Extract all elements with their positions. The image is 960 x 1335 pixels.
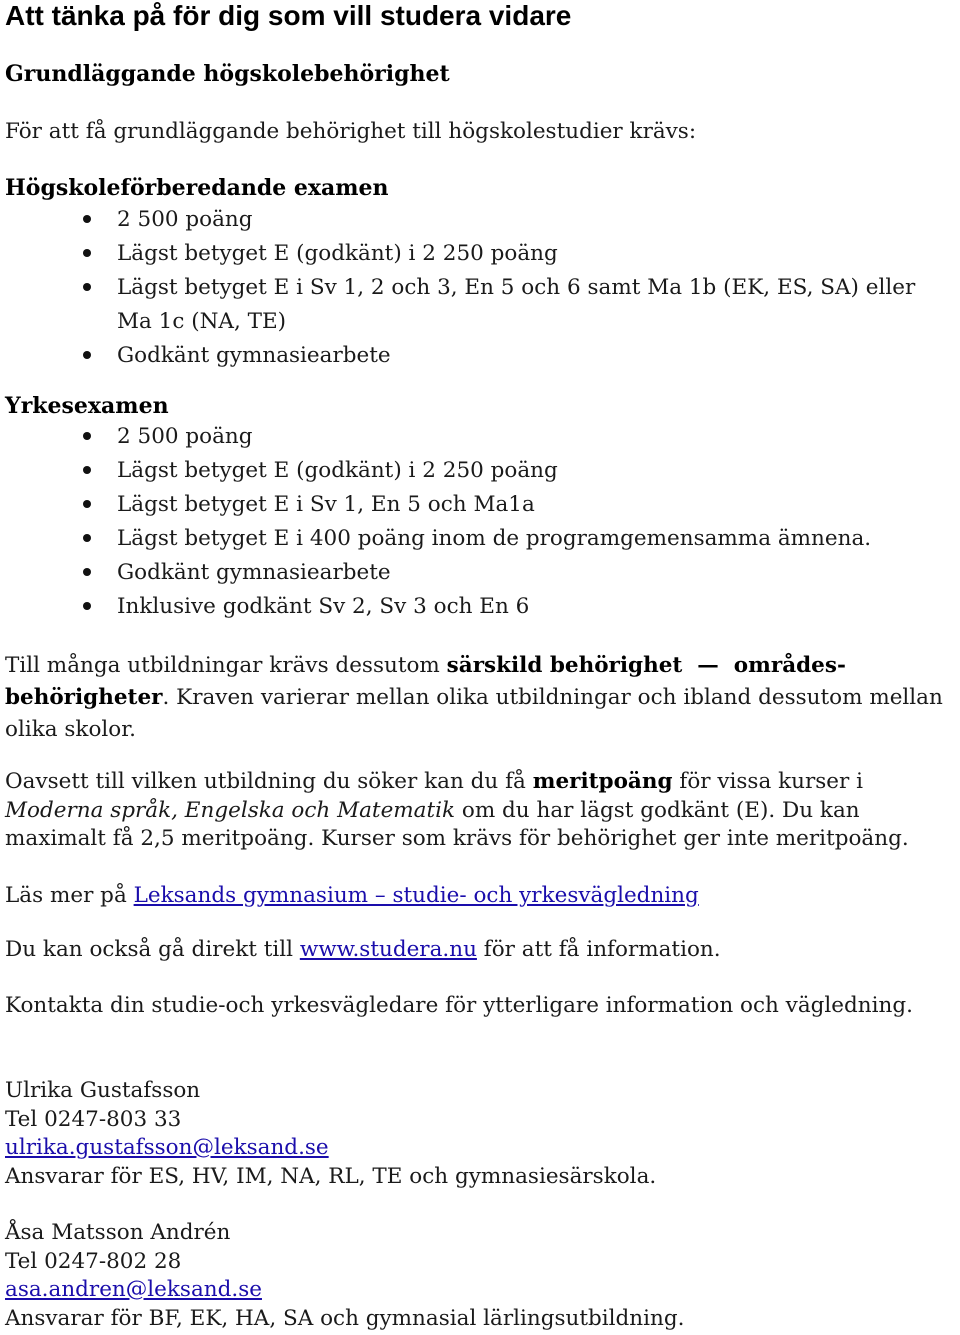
- list-item: 2 500 poäng: [0, 203, 940, 237]
- list-item: Lägst betyget E (godkänt) i 2 250 poäng: [0, 454, 940, 488]
- list-item: Lägst betyget E i Sv 1, 2 och 3, En 5 och 6 samt Ma 1b (EK, ES, SA) eller Ma 1c (NA, TE): [0, 271, 940, 339]
- contact-name: Ulrika Gustafsson: [5, 1078, 201, 1103]
- bullet-icon: [83, 283, 91, 291]
- section-heading-hogskoleforberedande: Högskoleförberedande examen: [5, 175, 389, 201]
- bullet-icon: [83, 215, 91, 223]
- intro-text: För att få grundläggande behörighet till högskolestudier krävs:: [5, 119, 697, 144]
- special-requirements-paragraph: Till många utbildningar krävs dessutom särskild behörighet — områdes- behörigheter. Kraven varierar mellan olika utbildningar och ibland dessutom mellan olika skolor.: [5, 653, 943, 742]
- bullet-icon: [83, 534, 91, 542]
- bullet-icon: [83, 351, 91, 359]
- contact-email-link[interactable]: asa.andren@leksand.se: [5, 1277, 262, 1302]
- page-title: Att tänka på för dig som vill studera vidare: [5, 0, 572, 31]
- bullet-icon: [83, 568, 91, 576]
- contact-block-ulrika: [5, 1077, 656, 1191]
- contact-block-asa: [5, 1219, 684, 1333]
- bullet-list-yrkesexamen: [0, 420, 940, 624]
- studera-nu-link[interactable]: www.studera.nu: [299, 937, 477, 962]
- bullet-list-hogskoleforberedande: [0, 203, 940, 373]
- contact-responsibility: Ansvarar för BF, EK, HA, SA och gymnasial lärlingsutbildning.: [5, 1305, 685, 1331]
- bullet-icon: [83, 249, 91, 257]
- section-heading-yrkesexamen: Yrkesexamen: [5, 393, 169, 419]
- bullet-icon: [83, 602, 91, 610]
- contact-name: Åsa Matsson Andrén: [5, 1220, 231, 1245]
- contact-phone: Tel 0247-802 28: [5, 1248, 182, 1274]
- leksands-gymnasium-link[interactable]: Leksands gymnasium – studie- och yrkesvägledning: [133, 883, 699, 908]
- contact-responsibility: Ansvarar för ES, HV, IM, NA, RL, TE och gymnasiesärskola.: [5, 1163, 657, 1189]
- contact-email-link[interactable]: ulrika.gustafsson@leksand.se: [5, 1135, 329, 1160]
- list-item: Lägst betyget E (godkänt) i 2 250 poäng: [0, 237, 940, 271]
- list-item: Godkänt gymnasiearbete: [0, 339, 940, 373]
- studera-line: Du kan också gå direkt till www.studera.nu för att få information.: [5, 937, 721, 962]
- list-item: Godkänt gymnasiearbete: [0, 556, 940, 590]
- list-item: 2 500 poäng: [0, 420, 940, 454]
- bullet-icon: [83, 432, 91, 440]
- list-item: Inklusive godkänt Sv 2, Sv 3 och En 6: [0, 590, 940, 624]
- list-item: Lägst betyget E i Sv 1, En 5 och Ma1a: [0, 488, 940, 522]
- bullet-icon: [83, 500, 91, 508]
- subtitle: Grundläggande högskolebehörighet: [5, 61, 450, 87]
- contact-phone: Tel 0247-803 33: [5, 1106, 182, 1132]
- contact-note: Kontakta din studie-och yrkesvägledare för ytterligare information och vägledning.: [5, 993, 913, 1018]
- list-item: Lägst betyget E i 400 poäng inom de programgemensamma ämnena.: [0, 522, 940, 556]
- bullet-icon: [83, 466, 91, 474]
- merit-paragraph: Oavsett till vilken utbildning du söker kan du få meritpoäng för vissa kurser i Moderna språk, Engelska och Matematik om du har lägst godkänt (E). Du kan maximalt få 2,5 meritpoäng. Kurser som krävs för behörighet ger inte meritpoäng.: [5, 769, 909, 851]
- read-more-line: Läs mer på Leksands gymnasium – studie- och yrkesvägledning: [5, 883, 699, 908]
